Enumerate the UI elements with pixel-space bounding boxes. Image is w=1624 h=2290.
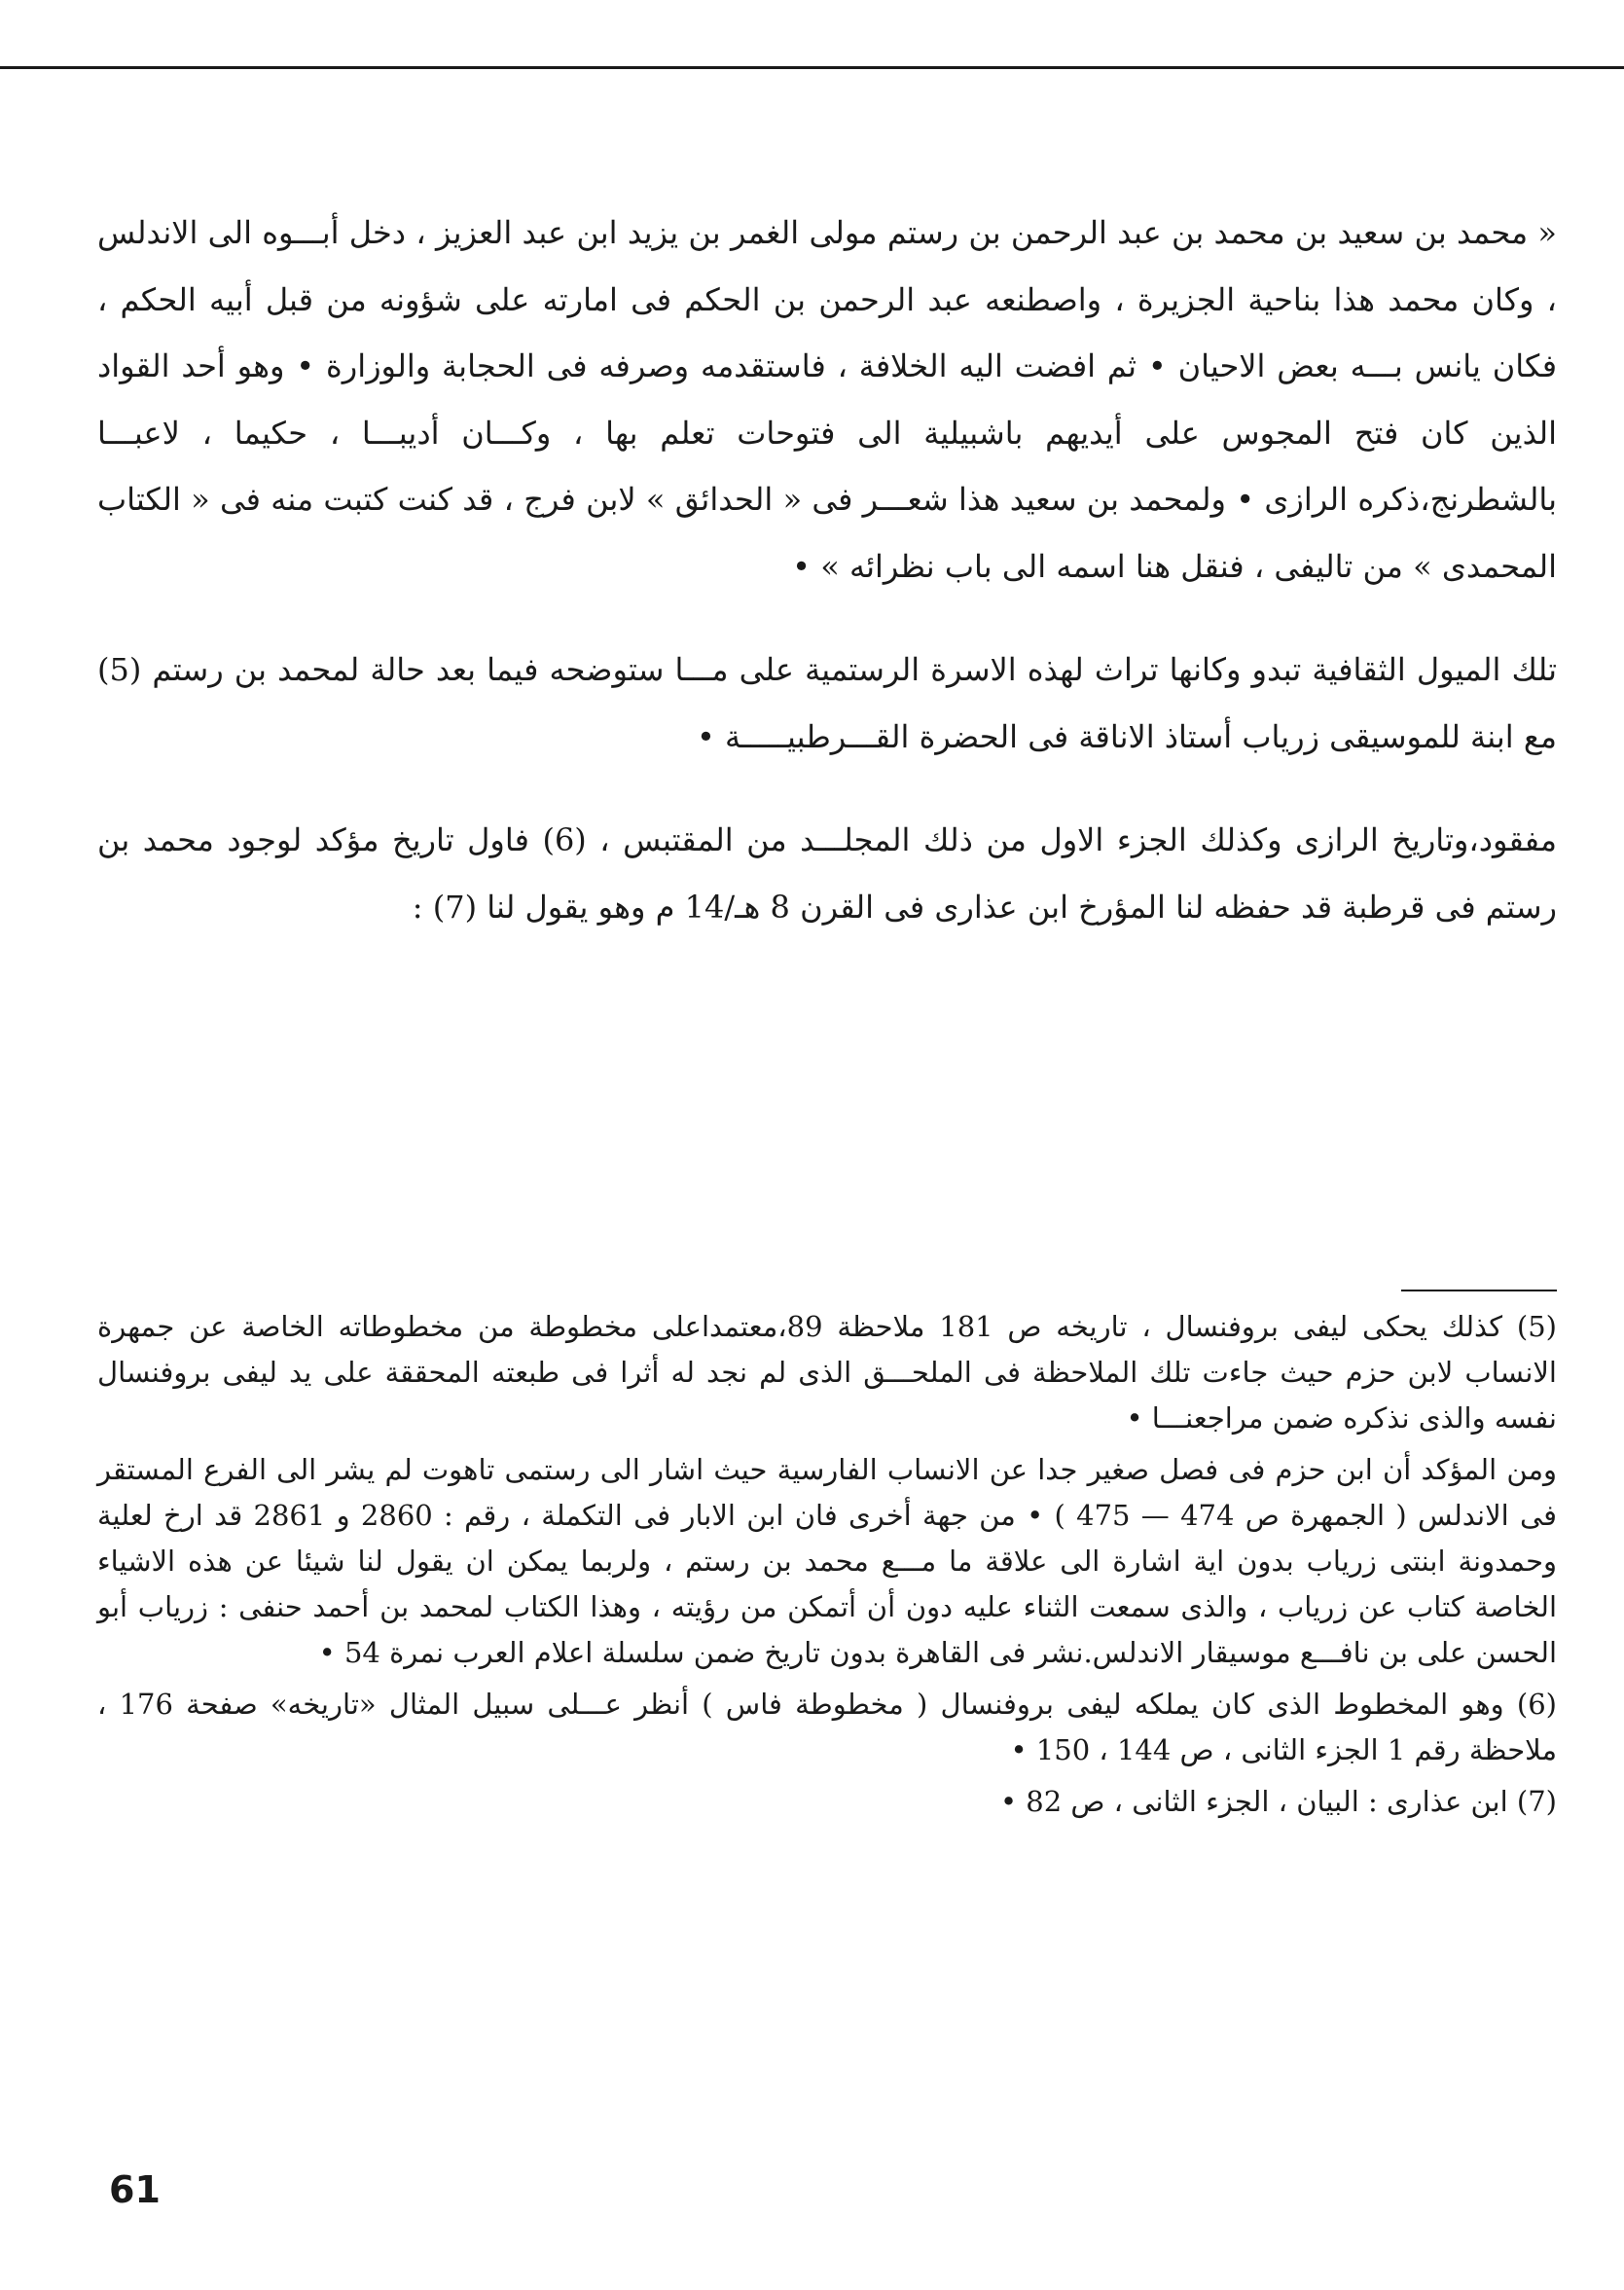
main-text <box>97 200 1557 940</box>
top-rule <box>0 66 1624 69</box>
footnote-7: (7) ابن عذارى : البيان ، الجزء الثانى ، ص 82 • <box>999 1785 1557 1818</box>
footnotes <box>97 1304 1557 1825</box>
paragraph-quote: « محمد بن سعيد بن محمد بن عبد الرحمن بن رستم مولى الغمر بن يزيد ابن عبد العزيز ، دخل أبـــوه الى الاندلس ، وكان محمد هذا بناحية الجزيرة ، واصطنعه عبد الرحمن بن الحكم فى امارته على شؤونه من قبل أبيه الحكم ، فكان يانس بـــه بعض الاحيان • ثم افضت اليه الخلافة ، فاستقدمه وصرفه فى الحجابة والوزارة • وهو أحد القواد الذين كان فتح المجوس على أيديهم باشبيلية الى فتوحات تعلم بها ، وكـــان أديبـــا ، حكيما ، لاعبـــا بالشطرنج،ذكره الرازى • ولمحمد بن سعيد هذا شعـــر فى « الحدائق » لابن فرج ، قد كنت كتبت منه فى « الكتاب المحمدى » من تاليفى ، فنقل هنا اسمه الى باب نظرائه » • <box>97 214 1558 585</box>
paragraph-cultural-tendencies: تلك الميول الثقافية تبدو وكانها تراث لهذه الاسرة الرستمية على مـــا ستوضحه فيما بعد حالة لمحمد بن رستم (5) مع ابنة للموسيقى زرياب أستاذ الاناقة فى الحضرة القـــرطبيـــــة • <box>97 651 1557 755</box>
footnote-5-continued: ومن المؤكد أن ابن حزم فى فصل صغير جدا عن الانساب الفارسية حيث اشار الى رستمى تاهوت لم يشر الى الفرع المستقر فى الاندلس ( الجمهرة ص 474 — 475 ) • من جهة أخرى فان ابن الابار فى التكملة ، رقم : 2860 و 2861 قد ارخ لعلية وحمدونة ابنتى زرياب بدون اية اشارة الى علاقة ما مـــع محمد بن رستم ، ولربما يمكن ان يقول لنا شيئا عن هذه الاشياء الخاصة كتاب عن زرياب ، والذى سمعت الثناء عليه دون أن أتمكن من رؤيته ، وهذا الكتاب لمحمد بن أحمد حنفى : زرياب أبو الحسن على بن نافـــع موسيقار الاندلس.نشر فى القاهرة بدون تاريخ ضمن سلسلة اعلام العرب نمرة 54 • <box>97 1453 1558 1669</box>
footnote-separator <box>1401 1290 1557 1291</box>
footnote-5: (5) كذلك يحكى ليفى بروفنسال ، تاريخه ص 181 ملاحظة 89،معتمداعلى مخطوطة من مخطوطاته الخاصة عن جمهرة الانساب لابن حزم حيث جاءت تلك الملاحظة فى الملحـــق الذى لم نجد له أثرا فى طبعته المحققة على يد ليفى بروفنسال نفسه والذى نذكره ضمن مراجعنـــا • <box>97 1310 1557 1435</box>
footnote-6: (6) وهو المخطوط الذى كان يملكه ليفى بروفنسال ( مخطوطة فاس ) أنظر عـــلى سبيل المثال «تاريخه» صفحة 176 ، ملاحظة رقم 1 الجزء الثانى ، ص 144 ، 150 • <box>97 1688 1557 1766</box>
paragraph-historical-date: مفقود،وتاريخ الرازى وكذلك الجزء الاول من ذلك المجلـــد من المقتبس ، (6) فاول تاريخ مؤكد لوجود محمد بن رستم فى قرطبة قد حفظه لنا المؤرخ ابن عذارى فى القرن 8 هـ/14 م وهو يقول لنا (7) : <box>97 821 1558 926</box>
page-number: 61 <box>109 2168 161 2211</box>
